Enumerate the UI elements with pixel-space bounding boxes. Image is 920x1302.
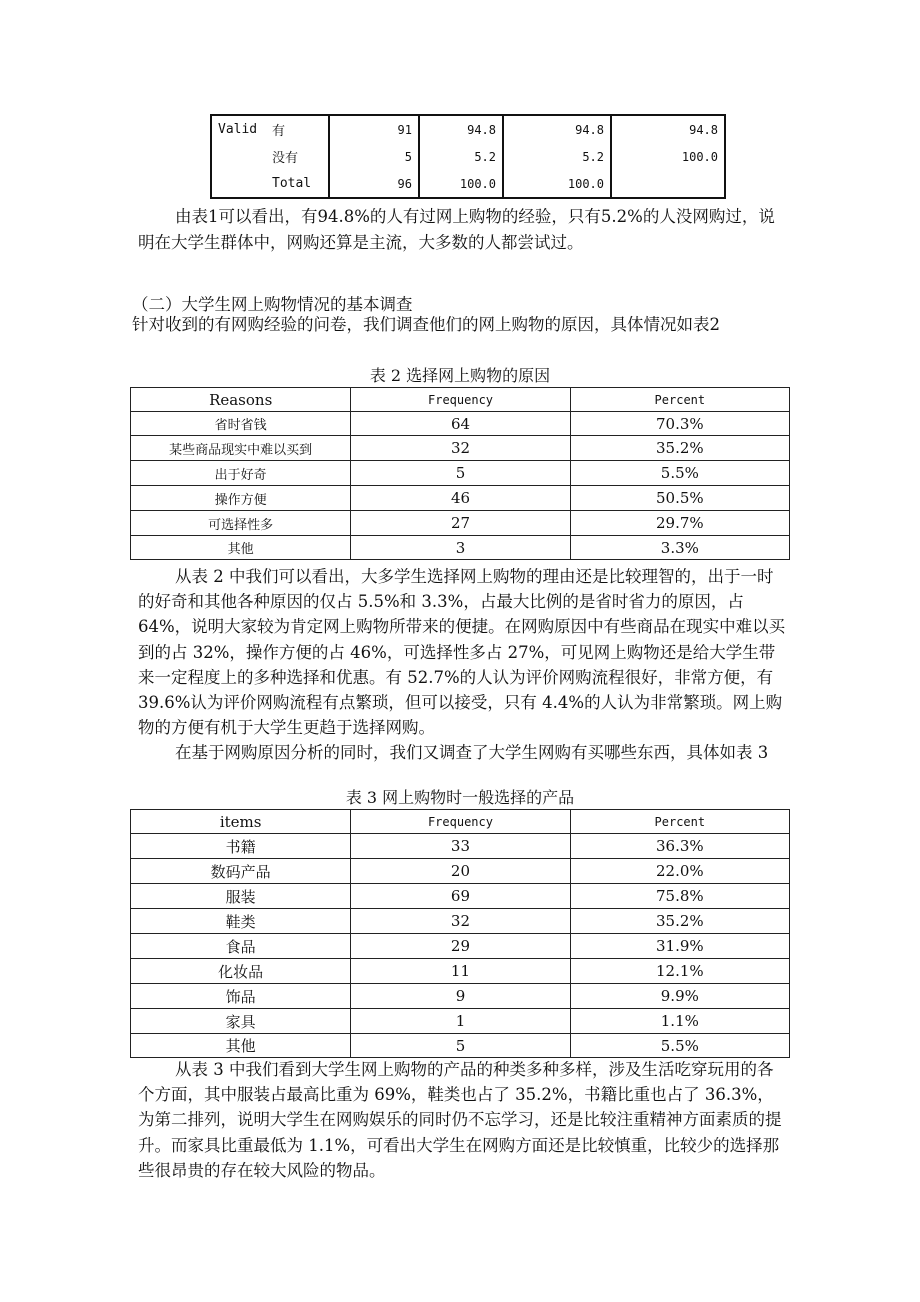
valid-percent-cell: 100.0: [503, 170, 611, 198]
paragraph-1: 由表1可以看出，有94.8%的人有过网上购物的经验，只有5.2%的人没网购过，说明在大学生群体中，网购还算是主流，大多数的人都尝试过。: [138, 207, 775, 252]
table-row: [131, 486, 790, 511]
paragraph-4: 从表 3 中我们看到大学生网上购物的产品的种类多种多样，涉及生活吃穿玩用的各个方面，其中服装占最高比重为 69%，鞋类也占了 35.2%，书籍比重也占了 36.3%，为第二排列，说明大学生在网购娱乐的同时仍不忘学习，还是比较注重精神方面素质的提升。而家具比重最低为 1.1%，可看出大学生在网购方面还是比较慎重，比较少的选择那些很昂贵的存在较大风险的物品。: [138, 1060, 782, 1180]
table-row: [131, 959, 790, 984]
cumulative-cell: [611, 170, 725, 198]
header-reasons: Reasons: [131, 388, 351, 412]
table-row: [131, 461, 790, 486]
cumulative-cell: 100.0: [681, 149, 718, 164]
frequency-cell: 33: [351, 834, 570, 859]
reason-cell: 可选择性多: [131, 511, 351, 536]
paragraph-3: 在基于网购原因分析的同时，我们又调查了大学生网购有买哪些东西，具体如表 3: [175, 743, 769, 762]
reason-cell: 其他: [131, 536, 351, 560]
header-items: items: [131, 810, 351, 834]
percent-cell: 9.9%: [570, 984, 789, 1009]
table-row: [131, 984, 790, 1009]
percent-cell: 36.3%: [570, 834, 789, 859]
table-header-row: [131, 388, 790, 412]
header-percent: Percent: [570, 388, 789, 412]
frequency-cell: 27: [351, 511, 570, 536]
table-row: [131, 436, 790, 461]
item-cell: 家具: [131, 1009, 351, 1034]
table-row: [131, 536, 790, 560]
item-cell: 化妆品: [131, 959, 351, 984]
header-percent: Percent: [570, 810, 789, 834]
table-2-caption: 表 2 选择网上购物的原因: [369, 366, 551, 385]
row-label: 没有: [266, 143, 329, 170]
percent-cell: 50.5%: [570, 486, 789, 511]
table-header-row: [131, 810, 790, 834]
item-cell: 服装: [131, 884, 351, 909]
header-frequency: Frequency: [351, 388, 570, 412]
percent-cell: 5.5%: [570, 461, 789, 486]
percent-cell: 100.0: [419, 170, 503, 198]
section-intro: 针对收到的有网购经验的问卷，我们调查他们的网上购物的原因，具体情况如表2: [132, 315, 720, 334]
header-frequency: Frequency: [351, 810, 570, 834]
table-row: [131, 934, 790, 959]
frequency-cell: 96: [329, 170, 419, 198]
table-row: [131, 859, 790, 884]
valid-percent-cell: 94.8: [503, 115, 611, 143]
frequency-cell: 20: [351, 859, 570, 884]
frequency-cell: 11: [351, 959, 570, 984]
percent-cell: 70.3%: [570, 412, 789, 436]
table-row: [131, 884, 790, 909]
table-1: [210, 114, 726, 199]
frequency-cell: 69: [351, 884, 570, 909]
percent-cell: 35.2%: [570, 436, 789, 461]
frequency-cell: 29: [351, 934, 570, 959]
row-group-label: Valid: [218, 122, 258, 137]
reason-cell: 操作方便: [131, 486, 351, 511]
percent-cell: 75.8%: [570, 884, 789, 909]
item-cell: 鞋类: [131, 909, 351, 934]
percent-cell: 5.5%: [570, 1034, 789, 1058]
row-group-label: [211, 143, 266, 170]
reason-cell: 省时省钱: [131, 412, 351, 436]
row-group-label: [211, 170, 266, 198]
valid-percent-cell: 5.2: [503, 143, 611, 170]
cumulative-cell: 94.8: [689, 122, 718, 137]
table-row: [131, 834, 790, 859]
item-cell: 饰品: [131, 984, 351, 1009]
percent-cell: 12.1%: [570, 959, 789, 984]
row-label: Total: [266, 170, 329, 198]
table-row: [131, 511, 790, 536]
percent-cell: 94.8: [419, 115, 503, 143]
table-row: [211, 170, 725, 198]
frequency-cell: 32: [351, 909, 570, 934]
percent-cell: 1.1%: [570, 1009, 789, 1034]
item-cell: 其他: [131, 1034, 351, 1058]
row-label: 有: [266, 115, 329, 143]
table-row: [211, 115, 725, 143]
table-row: [211, 143, 725, 170]
paragraph-2: 从表 2 中我们可以看出，大多学生选择网上购物的理由还是比较理智的，出于一时的好奇和其他各种原因的仅占 5.5%和 3.3%，占最大比例的是省时省力的原因，占 64%，说明大家较为肯定网上购物所带来的便捷。在网购原因中有些商品在现实中难以买到的占 32%，操作方便的占 46%，可选择性多占 27%，可见网上购物还是给大学生带来一定程度上的多种选择和优惠。有 52.7%的人认为评价网购流程很好，非常方便，有 39.6%认为评价网购流程有点繁琐，但可以接受，只有 4.4%的人认为非常繁琐。网上购物的方便有机于大学生更趋于选择网购。: [138, 567, 786, 738]
table-3-caption: 表 3 网上购物时一般选择的产品: [345, 788, 575, 807]
table-row: [131, 412, 790, 436]
frequency-cell: 1: [351, 1009, 570, 1034]
table-row: [131, 909, 790, 934]
frequency-cell: 3: [351, 536, 570, 560]
percent-cell: 35.2%: [570, 909, 789, 934]
item-cell: 食品: [131, 934, 351, 959]
frequency-cell: 91: [329, 115, 419, 143]
table-2: [130, 387, 790, 560]
reason-cell: 某些商品现实中难以买到: [131, 436, 351, 461]
percent-cell: 29.7%: [570, 511, 789, 536]
frequency-cell: 32: [351, 436, 570, 461]
frequency-cell: 5: [351, 1034, 570, 1058]
frequency-cell: 64: [351, 412, 570, 436]
frequency-cell: 9: [351, 984, 570, 1009]
percent-cell: 5.2: [419, 143, 503, 170]
percent-cell: 31.9%: [570, 934, 789, 959]
percent-cell: 3.3%: [570, 536, 789, 560]
item-cell: 数码产品: [131, 859, 351, 884]
table-row: [131, 1009, 790, 1034]
item-cell: 书籍: [131, 834, 351, 859]
percent-cell: 22.0%: [570, 859, 789, 884]
section-heading: （二）大学生网上购物情况的基本调查: [132, 295, 413, 314]
reason-cell: 出于好奇: [131, 461, 351, 486]
table-row: [131, 1034, 790, 1058]
frequency-cell: 5: [351, 461, 570, 486]
table-3: [130, 809, 790, 1058]
frequency-cell: 46: [351, 486, 570, 511]
frequency-cell: 5: [329, 143, 419, 170]
